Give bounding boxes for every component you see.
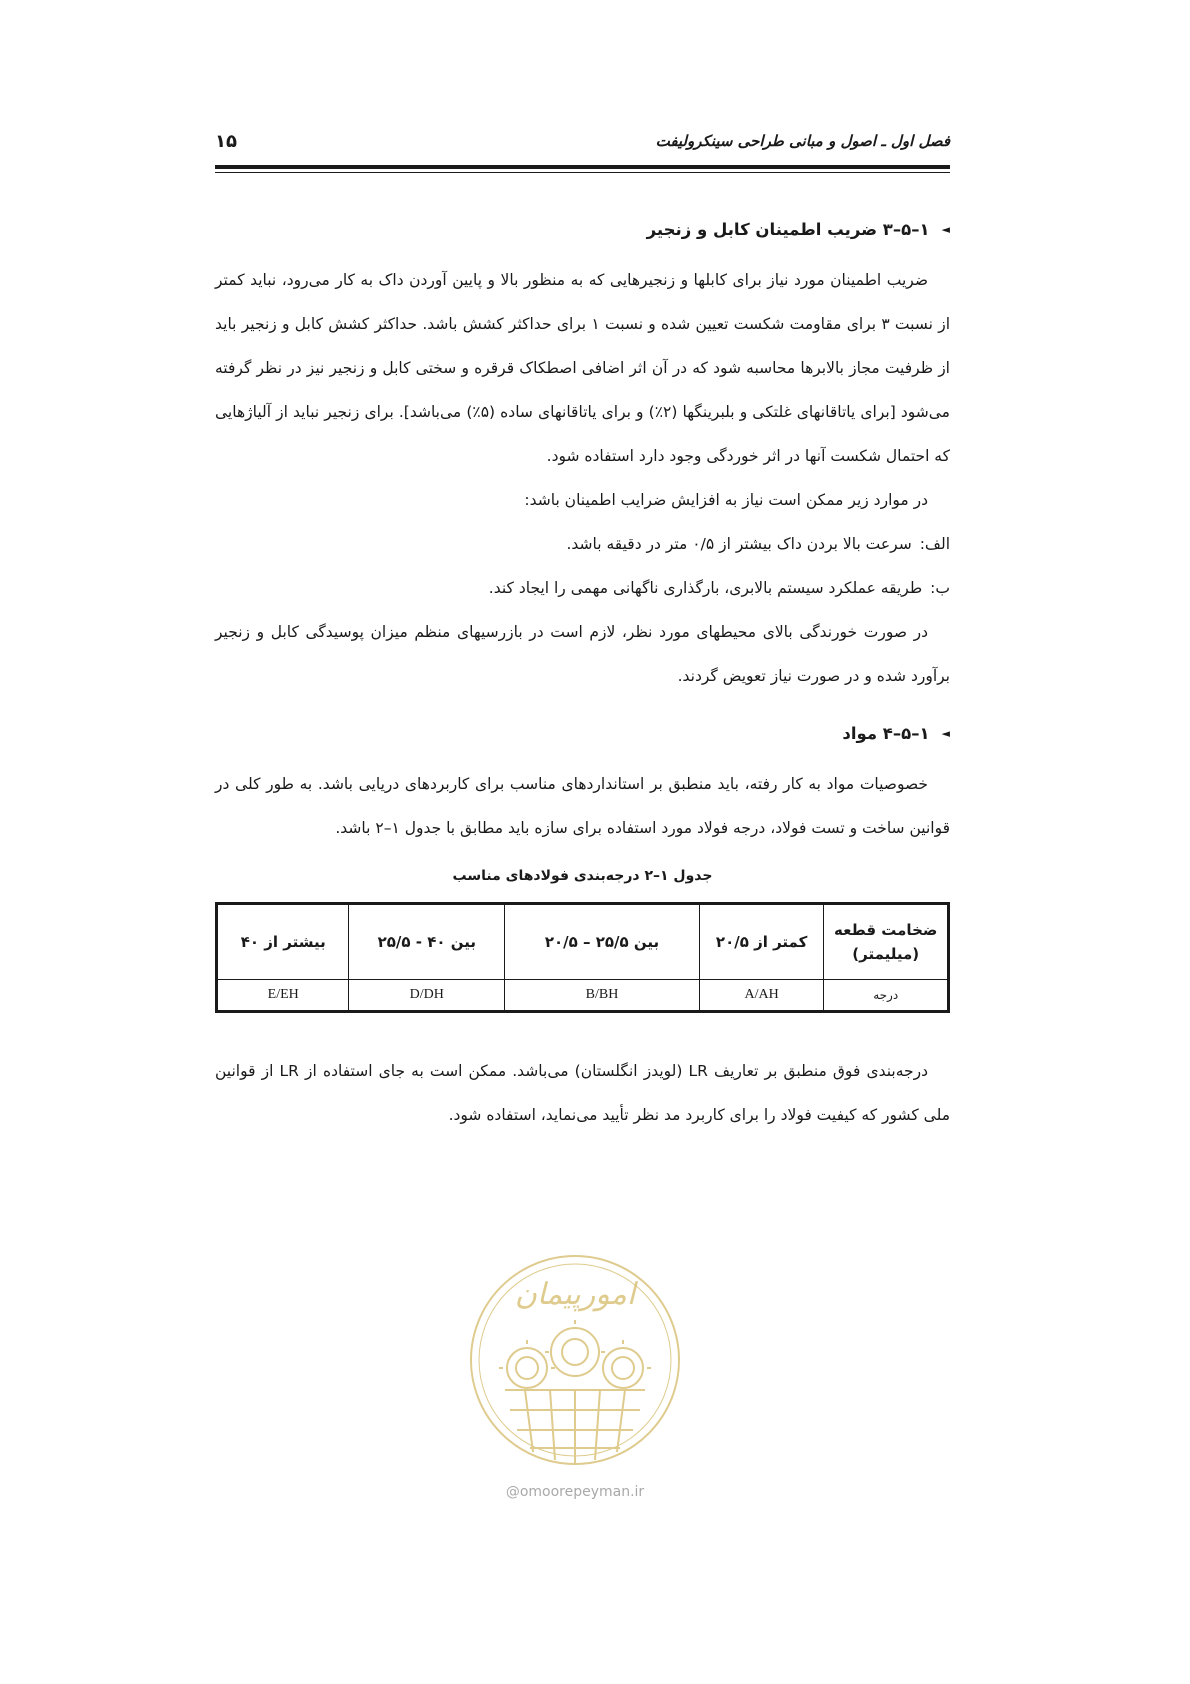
- table-caption: جدول ۱–۲ درجه‌بندی فولادهای مناسب: [452, 868, 713, 884]
- list-marker-b: ب:: [930, 579, 950, 597]
- page-body: [215, 208, 950, 1137]
- paragraph-lr-rules: درجه‌بندی فوق منطبق بر تعاریف LR (لویدز انگلستان) می‌باشد. ممکن است به جای استفاده از LR از قوانین ملی کشور که کیفیت فولاد را برای کاربرد مد نظر تأیید می‌نماید، استفاده شود.: [215, 1062, 950, 1124]
- watermark-url: @omoorepeyman.ir: [505, 1484, 645, 1500]
- table-cell: E/EH: [217, 980, 349, 1012]
- paragraph-corrosion: در صورت خورندگی بالای محیطهای مورد نظر، لازم است در بازرسیهای منظم میزان پوسیدگی کابل و زنجیر برآورد شده و در صورت نیاز تعویض گردند.: [215, 623, 950, 685]
- section-heading-cable-chain: [215, 208, 950, 252]
- table-header-cell: ضخامت قطعه (میلیمتر): [824, 904, 949, 980]
- table-header-cell: کمتر از ۲۰/۵: [699, 904, 824, 980]
- section-heading-text: ۱–۵–۳ ضریب اطمینان کابل و زنجیر: [646, 220, 930, 239]
- table-row-label: درجه: [824, 980, 949, 1012]
- running-head: [215, 126, 950, 156]
- table-header-cell: بین ۲۵/۵ – ۲۰/۵: [505, 904, 700, 980]
- watermark-logo: [455, 1240, 695, 1480]
- list-item-a: [215, 522, 950, 566]
- list-text-a: سرعت بالا بردن داک بیشتر از ۰/۵ متر در دقیقه باشد.: [566, 535, 912, 553]
- triangle-bullet-icon: ◄: [941, 223, 950, 236]
- table-cell: D/DH: [349, 980, 505, 1012]
- table-row: [217, 980, 949, 1012]
- list-item-b: [215, 566, 950, 610]
- list-text-b: طریقه عملکرد سیستم بالابری، بارگذاری ناگهانی مهمی را ایجاد کند.: [488, 579, 923, 597]
- paragraph-safety-factor: ضریب اطمینان مورد نیاز برای کابلها و زنجیرهایی که به منظور بالا و پایین آوردن داک به کار می‌رود، نباید کمتر از نسبت ۳ برای مقاومت شکست تعیین شده و نسبت ۱ برای حداکثر کشش باشد. حداکثر کشش کابل و زنجیر باید از ظرفیت مجاز بالابرها محاسبه شود که در آن اثر اضافی اصطکاک قرقره و سختی کابل و زنجیر نیز در نظر گرفته می‌شود [برای یاتاقانهای غلتکی و بلبرینگها (۲٪) و برای یاتاقانهای ساده (۵٪) می‌باشد]. برای زنجیر نباید از آلیاژهایی که احتمال شکست آنها در اثر خوردگی وجود دارد استفاده شود.: [215, 271, 950, 465]
- list-marker-a: الف:: [919, 535, 950, 553]
- header-rule-thin: [215, 172, 950, 173]
- paragraph-materials: خصوصیات مواد به کار رفته، باید منطبق بر استانداردهای مناسب برای کاربردهای دریایی باشد. به طور کلی در قوانین ساخت و تست فولاد، درجه فولاد مورد استفاده برای سازه باید مطابق با جدول ۱–۲ باشد.: [215, 775, 950, 837]
- paragraph-increase-factors: در موارد زیر ممکن است نیاز به افزایش ضرایب اطمینان باشد:: [524, 491, 928, 509]
- steel-grade-table: [215, 902, 950, 1013]
- section-heading-text: ۱–۵–۴ مواد: [842, 724, 930, 743]
- page-number: ۱۵: [215, 130, 237, 152]
- header-rule-thick: [215, 165, 950, 169]
- watermark-logo-text: امورپیمان: [514, 1277, 636, 1312]
- chapter-title: فصل اول ـ اصول و مبانی طراحی سینکرولیفت: [655, 132, 950, 150]
- table-header-cell: بیشتر از ۴۰: [217, 904, 349, 980]
- table-cell: B/BH: [505, 980, 700, 1012]
- table-header-row: [217, 904, 949, 980]
- triangle-bullet-icon: ◄: [941, 727, 950, 740]
- table-cell: A/AH: [699, 980, 824, 1012]
- section-heading-materials: [215, 712, 950, 756]
- table-header-cell: بین ۴۰ - ۲۵/۵: [349, 904, 505, 980]
